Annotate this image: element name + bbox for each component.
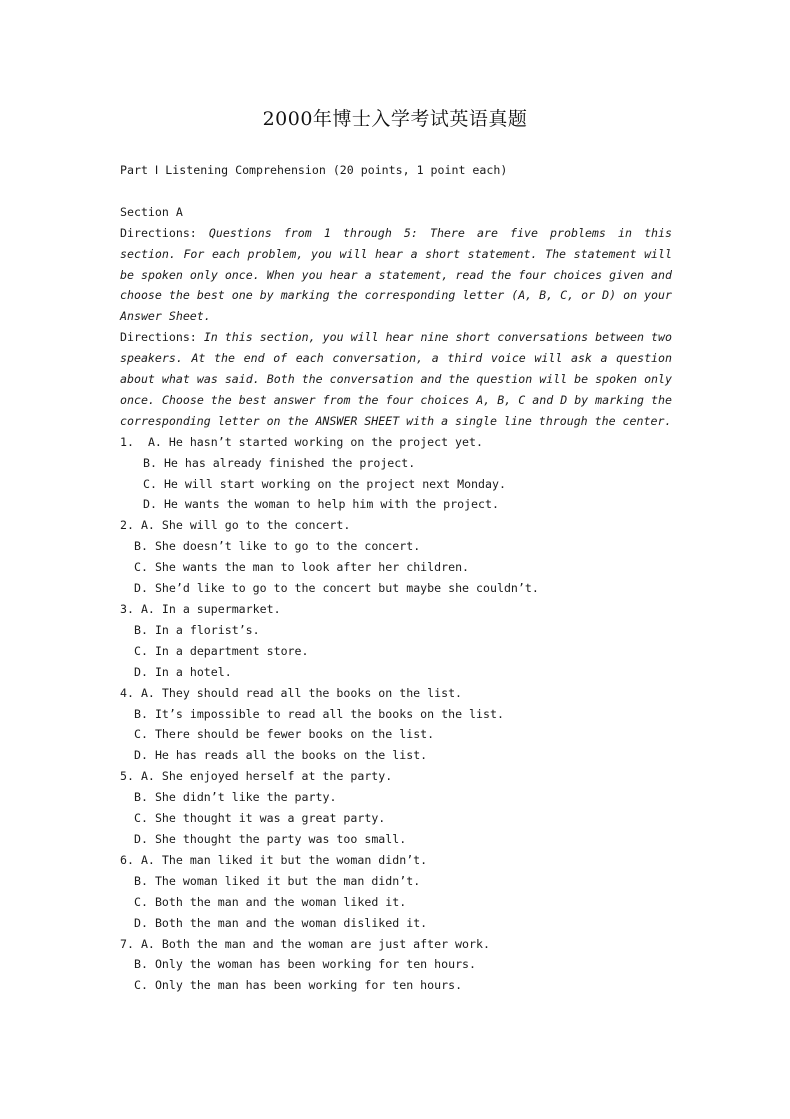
- option-b: B. The woman liked it but the man didn’t.: [134, 873, 421, 888]
- question-5: [120, 766, 672, 850]
- directions-text: Questions from 1 through 5: There are five problems in this section. For each problem, you will hear a short statement. The statement will be spoken only once. When you hear a statement, read the four choices given and choose the best one by marking the corresponding letter (A, B, C, or D) on your Answer Sheet.: [120, 225, 672, 324]
- question-number: 7.: [120, 936, 134, 951]
- question-first-line: [120, 934, 672, 955]
- option-a: A. He hasn’t started working on the project yet.: [147, 434, 483, 449]
- directions-label: Directions:: [120, 330, 197, 345]
- directions-paragraph-1: [120, 223, 672, 328]
- directions-text: In this section, you will hear nine short conversations between two speakers. At the end of each conversation, a third voice will ask a question about what was said. Both the conversation and the question will be spoken only once. Choose the best answer from the four choices A, B, C and D by marking the corresponding letter on the ANSWER SHEET with a single line through the center.: [120, 330, 672, 428]
- option-b: B. He has already finished the project.: [143, 455, 416, 470]
- question-7: [120, 934, 672, 997]
- question-first-line: [120, 515, 672, 536]
- option-d: D. Both the man and the woman disliked it.: [134, 915, 428, 930]
- question-2: [120, 515, 672, 599]
- option-c: C. Both the man and the woman liked it.: [134, 894, 407, 909]
- option-b: B. She doesn’t like to go to the concert.: [134, 539, 421, 554]
- option-b: B. She didn’t like the party.: [134, 790, 337, 805]
- directions-paragraph-2: [120, 327, 672, 432]
- question-3: [120, 599, 672, 683]
- option-a: A. Both the man and the woman are just after work.: [140, 936, 490, 951]
- question-number: 5.: [120, 769, 134, 784]
- option-c: C. There should be fewer books on the list.: [134, 727, 435, 742]
- question-first-line: [120, 599, 672, 620]
- option-b: B. It’s impossible to read all the books on the list.: [134, 706, 504, 721]
- question-number: 4.: [120, 685, 134, 700]
- option-c: C. He will start working on the project next Monday.: [143, 476, 506, 491]
- question-4: [120, 683, 672, 767]
- option-a: A. She will go to the concert.: [140, 518, 351, 533]
- question-number: 3.: [120, 602, 134, 617]
- section-heading: Section A: [120, 204, 183, 219]
- question-number: 2.: [120, 518, 134, 533]
- option-d: D. She thought the party was too small.: [134, 831, 407, 846]
- option-b: B. In a florist’s.: [134, 622, 260, 637]
- question-first-line: [120, 432, 672, 453]
- option-c: C. She thought it was a great party.: [134, 811, 386, 826]
- document-body: [120, 160, 672, 996]
- question-6: [120, 850, 672, 934]
- page-title: 2000年博士入学考试英语真题: [262, 108, 528, 130]
- part-heading: Part Ⅰ Listening Comprehension (20 points, 1 point each): [120, 163, 508, 177]
- option-c: C. Only the man has been working for ten hours.: [134, 978, 463, 993]
- question-1: [120, 432, 672, 516]
- question-first-line: [120, 683, 672, 704]
- option-d: D. She’d like to go to the concert but maybe she couldn’t.: [134, 581, 539, 596]
- option-d: D. In a hotel.: [134, 664, 232, 679]
- directions-label: Directions:: [120, 225, 197, 240]
- question-first-line: [120, 766, 672, 787]
- option-b: B. Only the woman has been working for ten hours.: [134, 957, 477, 972]
- option-a: A. The man liked it but the woman didn’t.: [140, 852, 428, 867]
- question-number: 1.: [120, 434, 134, 449]
- question-first-line: [120, 850, 672, 871]
- option-a: A. She enjoyed herself at the party.: [140, 769, 393, 784]
- option-c: C. In a department store.: [134, 643, 309, 658]
- option-c: C. She wants the man to look after her children.: [134, 560, 470, 575]
- option-d: D. He wants the woman to help him with the project.: [143, 497, 499, 512]
- option-a: A. In a supermarket.: [140, 602, 281, 617]
- option-a: A. They should read all the books on the list.: [140, 685, 463, 700]
- option-d: D. He has reads all the books on the list.: [134, 748, 428, 763]
- question-number: 6.: [120, 852, 134, 867]
